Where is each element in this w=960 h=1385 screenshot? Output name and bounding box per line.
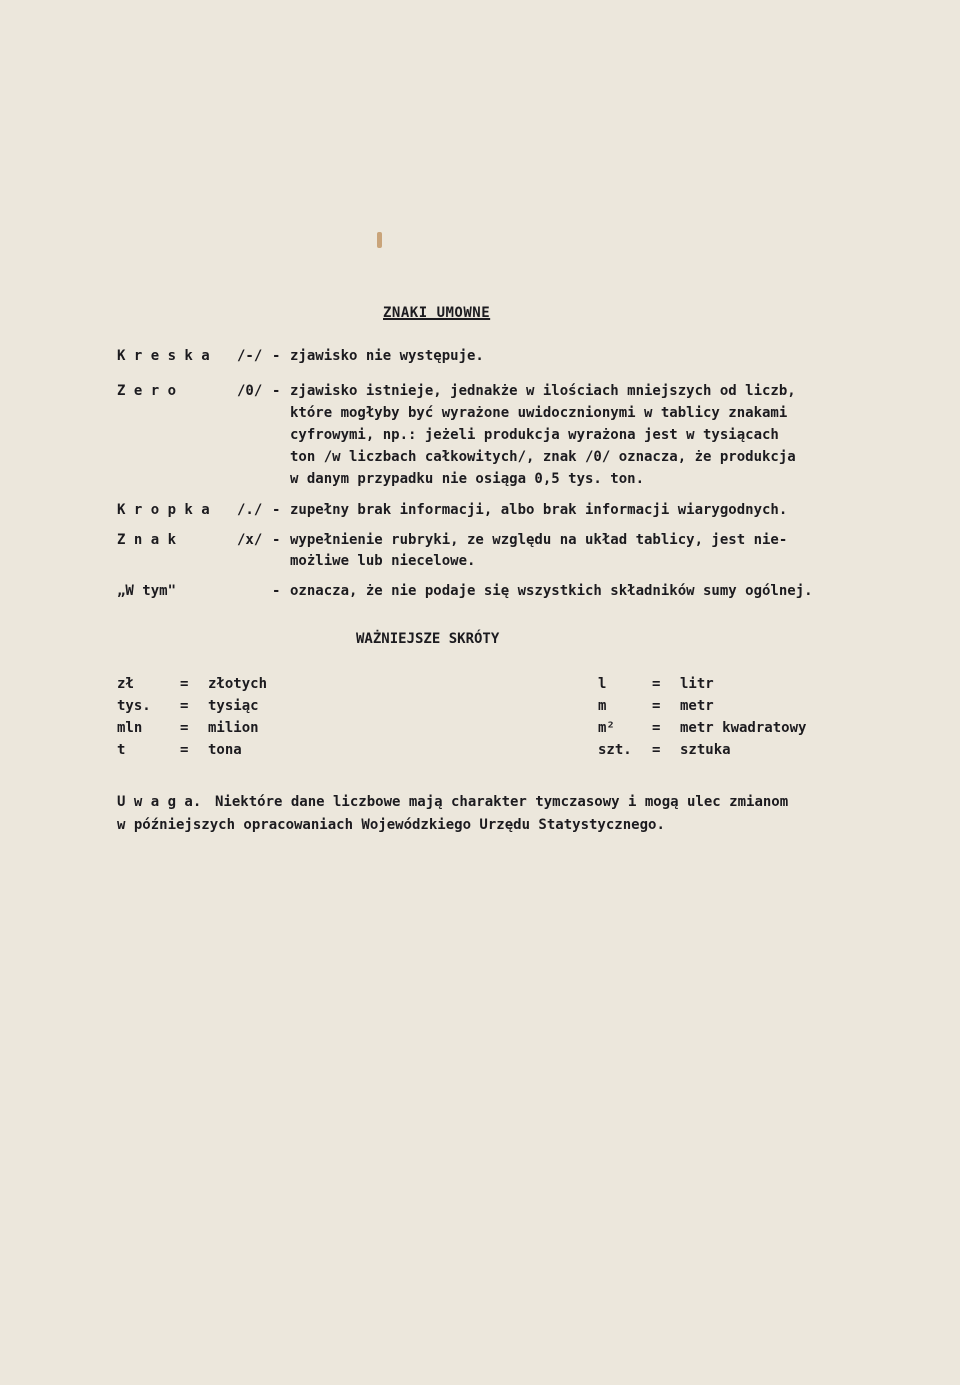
symbol-desc-line: w danym przypadku nie osiąga 0,5 tys. ton. (290, 471, 645, 487)
abbreviation-eq: = (652, 676, 661, 692)
abbreviation-eq: = (180, 742, 189, 758)
abbreviation-code: m² (598, 720, 615, 736)
abbreviation-meaning: złotych (208, 676, 268, 692)
abbreviation-meaning: metr (680, 698, 714, 714)
note-line: w późniejszych opracowaniach Wojewódzkiego Urzędu Statystycznego. (117, 817, 665, 833)
symbol-dash: - (272, 502, 281, 518)
symbol-desc-line: cyfrowymi, np.: jeżeli produkcja wyrażona jest w tysiącach (290, 427, 779, 443)
symbol-sign-znak: /x/ (237, 532, 263, 548)
note-label: U w a g a. (117, 794, 202, 810)
paper-stain (377, 232, 382, 248)
abbreviation-eq: = (652, 698, 661, 714)
symbol-dash: - (272, 383, 281, 399)
abbreviation-code: m (598, 698, 607, 714)
symbol-desc-line: które mogłyby być wyrażone uwidocznionymi w tablicy znakami (290, 405, 788, 421)
abbreviation-code: mln (117, 720, 143, 736)
abbreviation-meaning: milion (208, 720, 259, 736)
note-line: Niektóre dane liczbowe mają charakter tymczasowy i mogą ulec zmianom (215, 794, 789, 810)
symbol-term-zero: Z e r o (117, 383, 177, 399)
symbol-sign-zero: /0/ (237, 383, 263, 399)
symbol-term-kropka: K r o p k a (117, 502, 210, 518)
abbreviation-code: zł (117, 676, 134, 692)
abbreviation-code: t (117, 742, 126, 758)
symbol-desc-line: oznacza, że nie podaje się wszystkich składników sumy ogólnej. (290, 583, 813, 599)
symbol-dash: - (272, 348, 281, 364)
abbreviation-meaning: litr (680, 676, 714, 692)
symbol-sign-kreska: /-/ (237, 348, 263, 364)
abbreviation-eq: = (180, 676, 189, 692)
symbol-desc-line: zupełny brak informacji, albo brak informacji wiarygodnych. (290, 502, 788, 518)
abbreviations-title: WAŻNIEJSZE SKRÓTY (356, 631, 500, 647)
abbreviation-eq: = (652, 720, 661, 736)
abbreviation-eq: = (180, 698, 189, 714)
symbol-term-znak: Z n a k (117, 532, 177, 548)
abbreviation-code: tys. (117, 698, 151, 714)
symbol-sign-kropka: /./ (237, 502, 263, 518)
abbreviation-meaning: tysiąc (208, 698, 259, 714)
abbreviation-meaning: metr kwadratowy (680, 720, 807, 736)
symbol-desc-line: zjawisko istnieje, jednakże w ilościach mniejszych od liczb, (290, 383, 796, 399)
symbol-desc-line: zjawisko nie występuje. (290, 348, 484, 364)
abbreviation-meaning: sztuka (680, 742, 731, 758)
symbol-term-w-tym: „W tym" (117, 583, 177, 599)
page-title: ZNAKI UMOWNE (383, 305, 491, 321)
symbol-desc-line: ton /w liczbach całkowitych/, znak /0/ oznacza, że produkcja (290, 449, 796, 465)
abbreviation-eq: = (180, 720, 189, 736)
symbol-dash: - (272, 583, 281, 599)
symbol-desc-line: wypełnienie rubryki, ze względu na układ tablicy, jest nie- (290, 532, 788, 548)
symbol-term-kreska: K r e s k a (117, 348, 210, 364)
symbol-desc-line: możliwe lub niecelowe. (290, 553, 476, 569)
abbreviation-code: l (598, 676, 607, 692)
abbreviation-code: szt. (598, 742, 632, 758)
abbreviation-eq: = (652, 742, 661, 758)
abbreviation-meaning: tona (208, 742, 242, 758)
symbol-dash: - (272, 532, 281, 548)
